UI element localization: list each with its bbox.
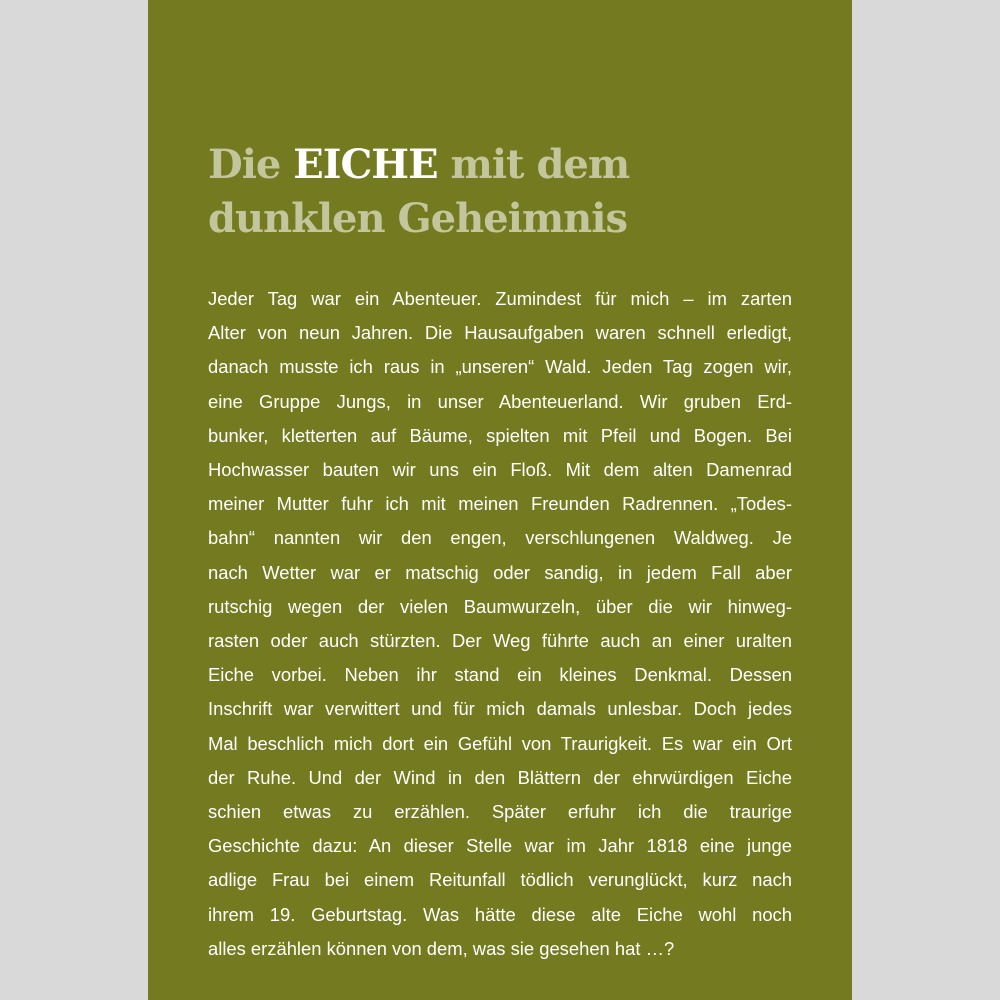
title-highlight: EICHE: [293, 141, 438, 188]
title-suffix: mit dem: [437, 141, 630, 188]
story-text: [208, 282, 792, 966]
text-line: Eiche vorbei. Neben ihr stand ein kleines Denkmal. Dessen: [208, 664, 792, 686]
text-line: Inschrift war verwittert und für mich damals unlesbar. Doch jedes: [208, 698, 792, 720]
title-prefix: Die: [208, 141, 294, 188]
text-line: rasten oder auch stürzten. Der Weg führte auch an einer uralten: [208, 630, 792, 652]
text-line: bahn“ nannten wir den engen, verschlungenen Waldweg. Je: [208, 527, 792, 549]
text-line: ihrem 19. Geburtstag. Was hätte diese alte Eiche wohl noch: [208, 903, 792, 925]
text-line: Hochwasser bauten wir uns ein Floß. Mit dem alten Damenrad: [208, 459, 792, 481]
text-line: Geschichte dazu: An dieser Stelle war im Jahr 1818 eine junge: [208, 835, 792, 857]
text-line: der Ruhe. Und der Wind in den Blättern der ehrwürdigen Eiche: [208, 766, 792, 788]
text-line: meiner Mutter fuhr ich mit meinen Freunden Radrennen. „Todes-: [208, 493, 792, 515]
page-title: [208, 138, 808, 246]
text-line: nach Wetter war er matschig oder sandig, in jedem Fall aber: [208, 561, 792, 583]
title-line-2: dunklen Geheimnis: [208, 195, 627, 242]
text-line: Mal beschlich mich dort ein Gefühl von Traurigkeit. Es war ein Ort: [208, 732, 792, 754]
text-line: rutschig wegen der vielen Baumwurzeln, über die wir hinweg-: [208, 595, 792, 617]
text-line: eine Gruppe Jungs, in unser Abenteuerland. Wir gruben Erd-: [208, 390, 792, 412]
text-line: Alter von neun Jahren. Die Hausaufgaben waren schnell erledigt,: [208, 322, 792, 344]
text-line: adlige Frau bei einem Reitunfall tödlich verunglückt, kurz nach: [208, 869, 792, 891]
text-line: schien etwas zu erzählen. Später erfuhr ich die traurige: [208, 801, 792, 823]
text-line: danach musste ich raus in „unseren“ Wald. Jeden Tag zogen wir,: [208, 356, 792, 378]
book-page: [148, 0, 852, 1000]
text-line: Jeder Tag war ein Abenteuer. Zumindest für mich – im zarten: [208, 288, 792, 309]
text-line: bunker, kletterten auf Bäume, spielten mit Pfeil und Bogen. Bei: [208, 424, 792, 446]
text-line: alles erzählen können von dem, was sie gesehen hat …?: [208, 937, 675, 959]
